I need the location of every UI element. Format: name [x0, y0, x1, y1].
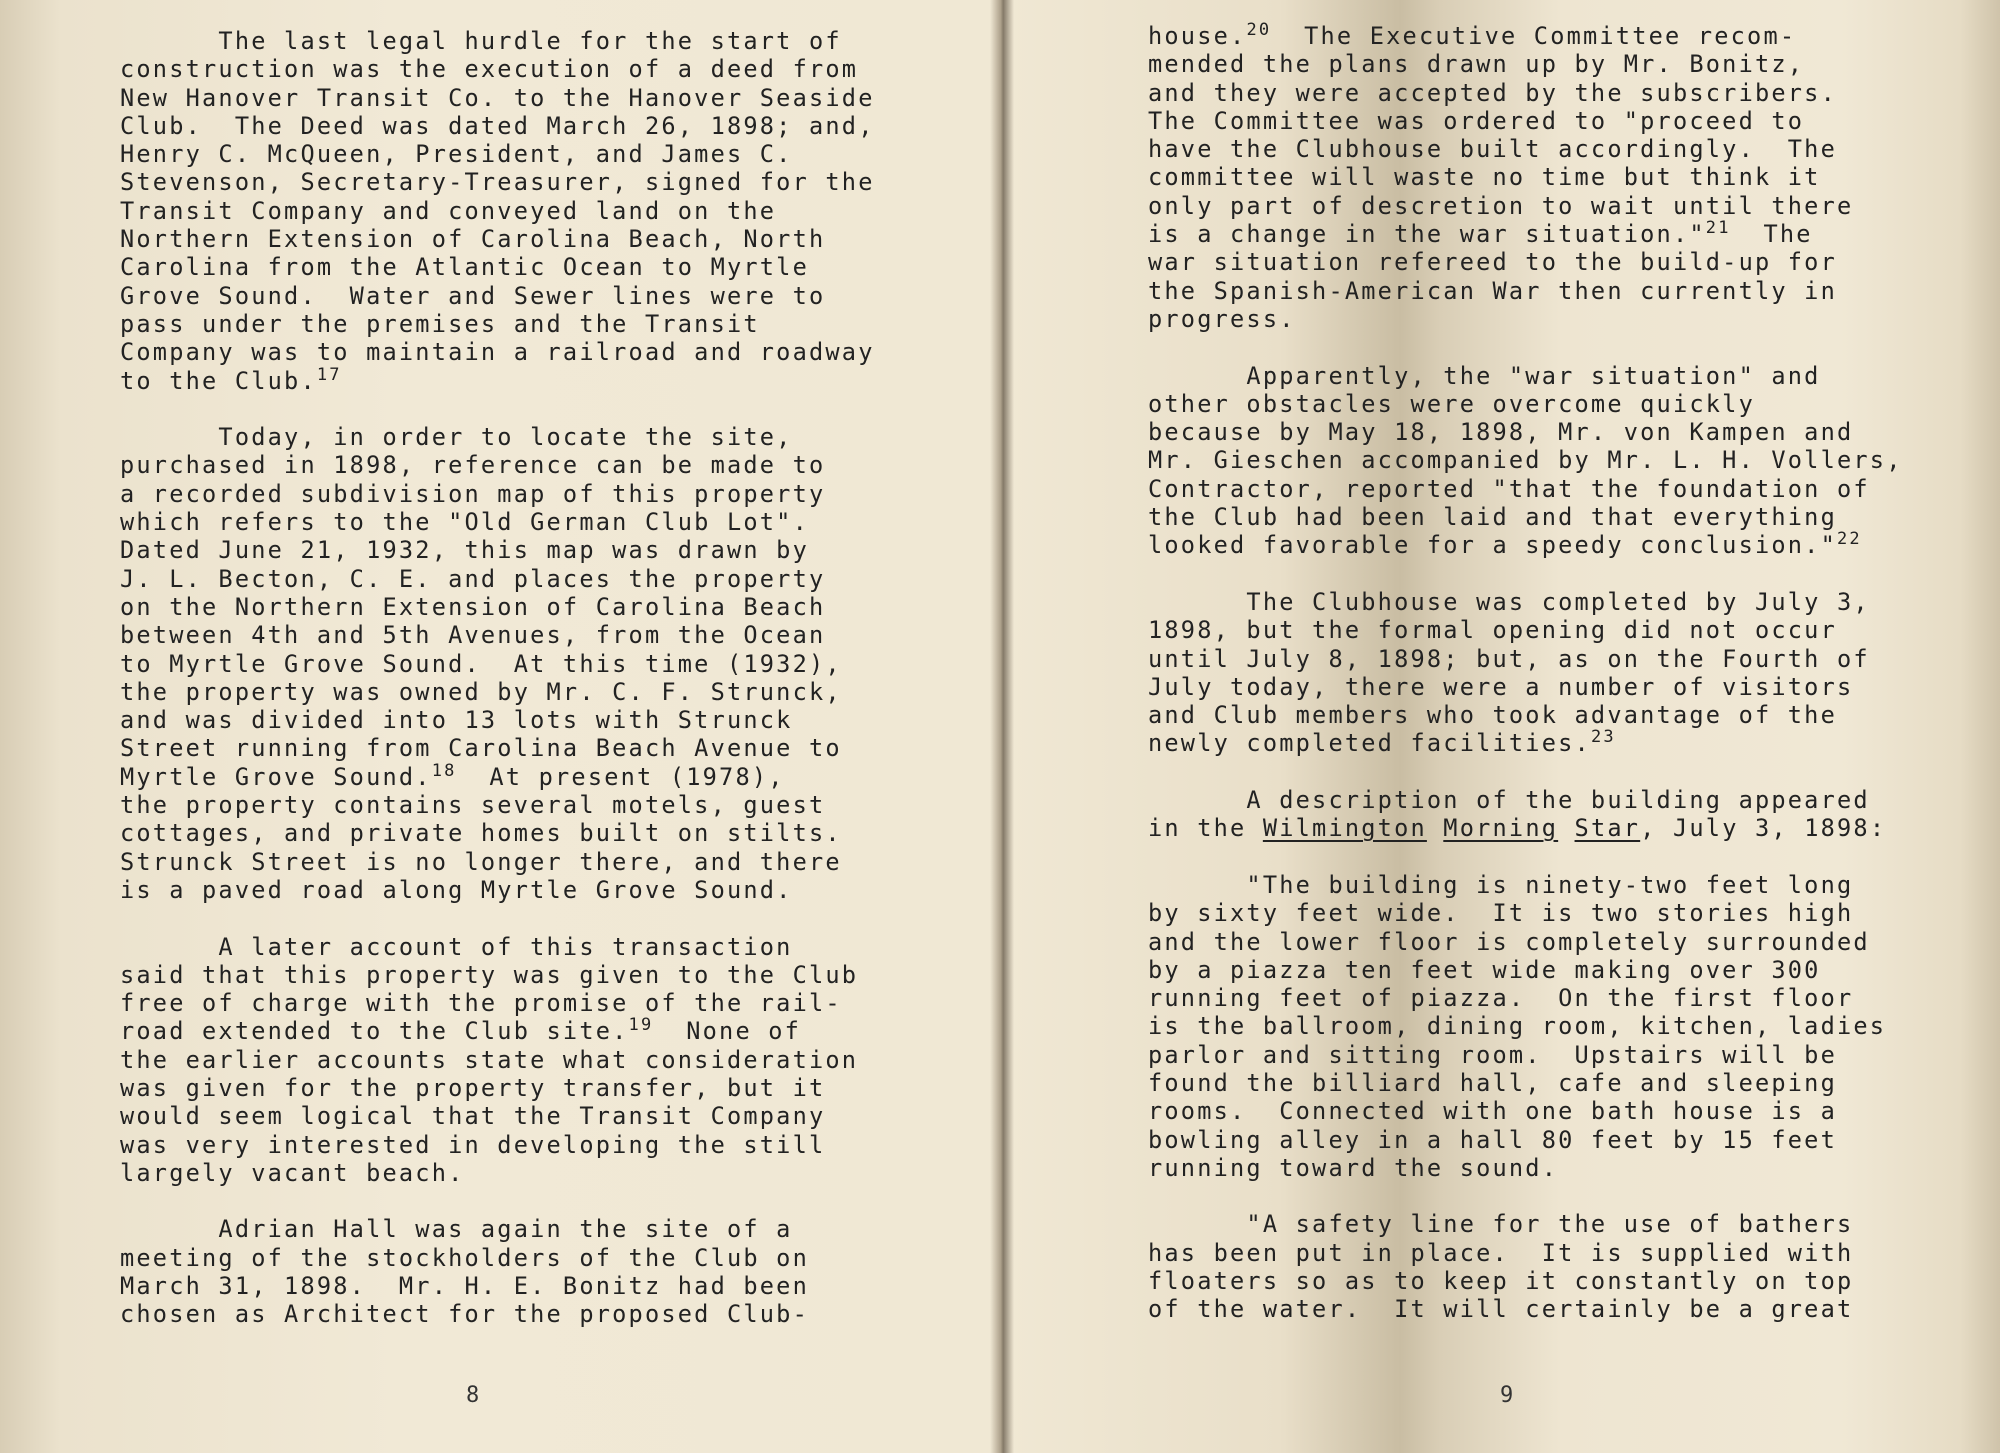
text-line: committee will waste no time but think it: [1148, 163, 1821, 192]
text-line: Dated June 21, 1932, this map was drawn by: [120, 536, 809, 565]
text-line: Transit Company and conveyed land on the: [120, 196, 777, 225]
text-line: and Club members who took advantage of the: [1148, 701, 1837, 730]
paragraph: [1148, 588, 1903, 758]
text-line: Contractor, reported "that the foundation of: [1148, 474, 1870, 503]
text-line: because by May 18, 1898, Mr. von Kampen and: [1148, 418, 1854, 447]
text-line: New Hanover Transit Co. to the Hanover Seaside: [120, 83, 875, 112]
paragraph: [1148, 362, 1903, 560]
text-line: The Clubhouse was completed by July 3,: [1148, 587, 1870, 616]
text-line: floaters so as to keep it constantly on top: [1148, 1267, 1854, 1296]
text-line: Apparently, the "war situation" and: [1148, 361, 1821, 390]
text-line: "The building is ninety-two feet long: [1148, 870, 1854, 899]
text-line: Myrtle Grove Sound.$^{18}$ At present (1978),: [120, 760, 785, 791]
text-line: progress.: [1148, 304, 1296, 333]
underlined-title: Wilmington: [1262, 814, 1427, 843]
text-line: purchased in 1898, reference can be made to: [120, 451, 826, 480]
text-line: the Spanish-American War then currently in: [1148, 276, 1837, 305]
text-line: between 4th and 5th Avenues, from the Ocean: [120, 621, 826, 650]
text-line: cottages, and private homes built on stilts.: [120, 819, 842, 848]
paragraph: [120, 423, 875, 904]
text-line: parlor and sitting room. Upstairs will be: [1148, 1040, 1837, 1069]
text-line: the Club had been laid and that everything: [1148, 503, 1837, 532]
paragraph: [1148, 22, 1903, 333]
text-line: has been put in place. It is supplied with: [1148, 1238, 1854, 1267]
footnote-ref: 19: [628, 1015, 654, 1036]
text-line: chosen as Architect for the proposed Club-: [120, 1300, 809, 1329]
text-line: in the Wilmington Morning Star, July 3, 1898:: [1148, 814, 1887, 843]
text-line: said that this property was given to the Club: [120, 960, 859, 989]
text-line: The last legal hurdle for the start of: [120, 27, 842, 55]
text-line: only part of descretion to wait until there: [1148, 191, 1854, 220]
text-line: running toward the sound.: [1148, 1153, 1559, 1182]
text-line: newly completed facilities.$^{23}$: [1148, 727, 1616, 758]
text-line: is the ballroom, dining room, kitchen, ladies: [1148, 1012, 1887, 1041]
paragraph: [1148, 871, 1903, 1182]
text-line: the property was owned by Mr. C. F. Strunck,: [120, 677, 842, 706]
text-line: was given for the property transfer, but it: [120, 1073, 826, 1102]
text-line: J. L. Becton, C. E. and places the property: [120, 564, 826, 593]
text-line: would seem logical that the Transit Company: [120, 1102, 826, 1131]
text-line: 1898, but the formal opening did not occur: [1148, 616, 1837, 645]
text-line: on the Northern Extension of Carolina Beach: [120, 592, 826, 621]
text-line: war situation refereed to the build-up for: [1148, 248, 1837, 277]
text-line: rooms. Connected with one bath house is a: [1148, 1097, 1837, 1126]
text-line: free of charge with the promise of the rail-: [120, 989, 842, 1018]
right-page-body: [1148, 22, 1903, 1352]
text-line: the property contains several motels, guest: [120, 791, 826, 820]
text-line: meeting of the stockholders of the Club on: [120, 1243, 809, 1272]
paragraph: [120, 27, 875, 395]
page-number-right: 9: [1500, 1383, 1514, 1408]
text-line: other obstacles were overcome quickly: [1148, 389, 1755, 418]
footnote-ref: 21: [1705, 218, 1731, 239]
text-line: Strunck Street is no longer there, and there: [120, 847, 842, 876]
text-line: which refers to the "Old German Club Lot".: [120, 508, 809, 537]
text-line: until July 8, 1898; but, as on the Fourth of: [1148, 644, 1870, 673]
text-line: of the water. It will certainly be a great: [1148, 1295, 1854, 1324]
text-line: and they were accepted by the subscribers.: [1148, 78, 1837, 107]
underlined-title: Morning: [1443, 814, 1559, 843]
text-line: "A safety line for the use of bathers: [1148, 1210, 1854, 1239]
text-line: Street running from Carolina Beach Avenue to: [120, 734, 842, 763]
text-line: and the lower floor is completely surrounded: [1148, 927, 1870, 956]
text-line: and was divided into 13 lots with Strunck: [120, 706, 793, 735]
text-line: Carolina from the Atlantic Ocean to Myrtle: [120, 253, 809, 282]
text-line: July today, there were a number of visitors: [1148, 672, 1854, 701]
text-line: Northern Extension of Carolina Beach, North: [120, 225, 826, 254]
paragraph: [120, 933, 875, 1188]
footnote-ref: 22: [1837, 529, 1862, 550]
text-line: road extended to the Club site.$^{19}$ None of: [120, 1015, 802, 1046]
text-line: Company was to maintain a railroad and roadway: [120, 338, 875, 367]
text-line: pass under the premises and the Transit: [120, 309, 760, 338]
text-line: house.$^{20}$ The Executive Committee recom-: [1148, 20, 1797, 50]
text-line: Stevenson, Secretary-Treasurer, signed for the: [120, 168, 875, 197]
footnote-ref: 23: [1590, 727, 1616, 748]
text-line: by sixty feet wide. It is two stories high: [1148, 899, 1854, 928]
text-line: mended the plans drawn up by Mr. Bonitz,: [1148, 50, 1805, 79]
footnote-ref: 17: [316, 364, 342, 385]
underlined-title: Star: [1574, 814, 1641, 843]
text-line: to Myrtle Grove Sound. At this time (1932),: [120, 649, 842, 678]
text-line: Henry C. McQueen, President, and James C.: [120, 140, 793, 169]
text-line: looked favorable for a speedy conclusion."$^{22}$: [1148, 529, 1862, 560]
paragraph: [1148, 1210, 1903, 1323]
text-line: The Committee was ordered to "proceed to: [1148, 106, 1805, 135]
page-number-left: 8: [466, 1383, 480, 1408]
left-page-body: [120, 27, 875, 1357]
text-line: running feet of piazza. On the first floor: [1148, 984, 1854, 1013]
text-line: was very interested in developing the still: [120, 1130, 826, 1159]
text-line: A description of the building appeared: [1148, 786, 1870, 815]
footnote-ref: 20: [1246, 20, 1272, 40]
text-line: construction was the execution of a deed from: [120, 55, 859, 84]
text-line: bowling alley in a hall 80 feet by 15 feet: [1148, 1125, 1837, 1154]
footnote-ref: 18: [431, 760, 457, 781]
text-line: found the billiard hall, cafe and sleeping: [1148, 1068, 1837, 1097]
text-line: March 31, 1898. Mr. H. E. Bonitz had been: [120, 1272, 809, 1301]
text-line: Mr. Gieschen accompanied by Mr. L. H. Vollers,: [1148, 446, 1903, 475]
text-line: is a change in the war situation."$^{21}$ The: [1148, 218, 1813, 249]
paragraph: [1148, 786, 1903, 843]
text-line: to the Club.$^{17}$: [120, 364, 342, 395]
text-line: A later account of this transaction: [120, 932, 793, 961]
text-line: Adrian Hall was again the site of a: [120, 1215, 793, 1244]
text-line: Grove Sound. Water and Sewer lines were to: [120, 281, 826, 310]
text-line: Today, in order to locate the site,: [120, 423, 793, 452]
paragraph: [120, 1215, 875, 1328]
text-line: Club. The Deed was dated March 26, 1898; and,: [120, 111, 875, 140]
text-line: is a paved road along Myrtle Grove Sound.: [120, 875, 793, 904]
text-line: by a piazza ten feet wide making over 300: [1148, 955, 1821, 984]
text-line: largely vacant beach.: [120, 1158, 465, 1187]
text-line: have the Clubhouse built accordingly. The: [1148, 135, 1837, 164]
text-line: the earlier accounts state what consideration: [120, 1045, 859, 1074]
text-line: a recorded subdivision map of this property: [120, 479, 826, 508]
right-page: [1000, 0, 2000, 1453]
